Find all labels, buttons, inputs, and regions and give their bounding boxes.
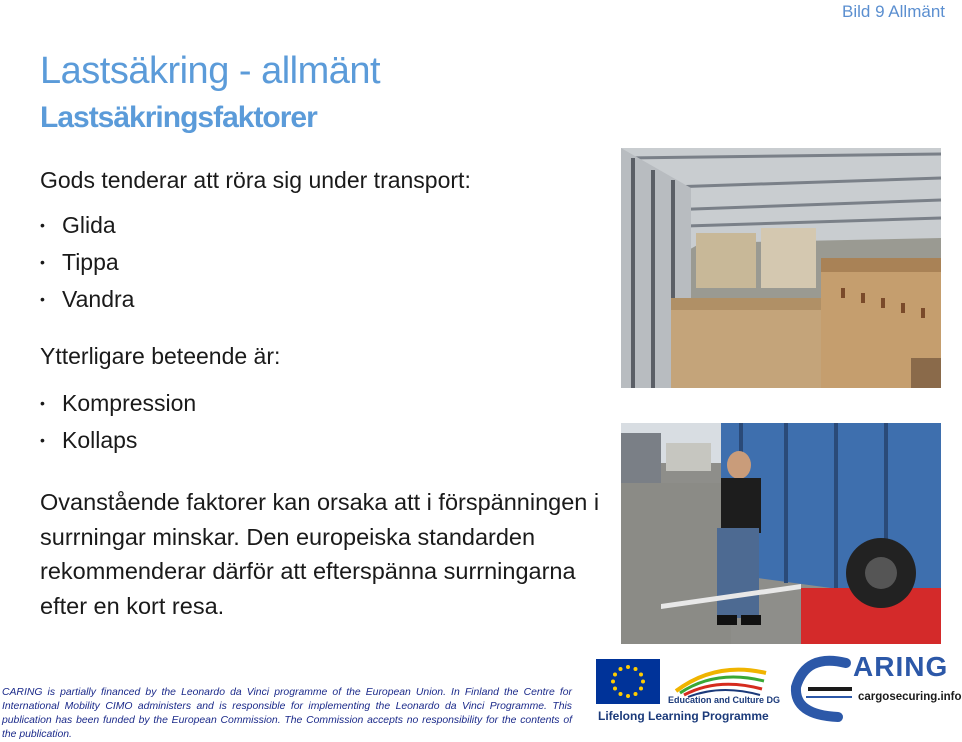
man-tightening-lashing-photo (621, 423, 941, 644)
intro-text-movement: Gods tenderar att röra sig under transport: (40, 167, 471, 193)
list-item-label: Glida (62, 212, 116, 238)
caring-wordmark: ARING (853, 651, 949, 682)
behaviour-list (40, 385, 196, 459)
intro-text-behaviour: Ytterligare beteende är: (40, 343, 281, 369)
bullet-icon: • (40, 432, 45, 448)
slide-number: Bild 9 Allmänt (842, 2, 945, 21)
slide-subtitle: Lastsäkringsfaktorer (40, 101, 317, 134)
education-culture-label: Education and Culture DG (668, 695, 781, 705)
bullet-icon: • (40, 395, 45, 411)
funding-disclaimer: CARING is partially financed by the Leonardo da Vinci programme of the European Union. In Finland the Centre for International Mobility CIMO administers and is responsible for implementing the Leonardo da Vinci Programme. This publication has been funded by the European Commission. The Commission accepts no responsibility for the contents of the publication. (2, 687, 572, 740)
caring-url: cargosecuring.info (858, 691, 962, 703)
list-item-label: Kollaps (62, 427, 138, 453)
list-item-label: Kompression (62, 390, 197, 416)
body-paragraph: Ovanstående faktorer kan orsaka att i förspänningen i surrningar minskar. Den europeiska standarden rekommenderar därför att efterspänna surrningarna efter en kort resa. (40, 489, 600, 619)
truck-cargo-boxes-photo (621, 148, 941, 388)
list-item (40, 385, 196, 422)
list-item-label: Tippa (62, 249, 119, 275)
bullet-icon: • (40, 217, 45, 233)
bullet-icon: • (40, 254, 45, 270)
movement-list (40, 207, 134, 318)
list-item-label: Vandra (62, 286, 135, 312)
slide-title: Lastsäkring - allmänt (40, 50, 381, 92)
list-item (40, 281, 134, 318)
bullet-icon: • (40, 291, 45, 307)
list-item (40, 244, 134, 281)
list-item (40, 207, 134, 244)
list-item (40, 422, 196, 459)
lifelong-learning-label: Lifelong Learning Programme (598, 709, 769, 723)
eu-flag-logo (596, 659, 660, 704)
